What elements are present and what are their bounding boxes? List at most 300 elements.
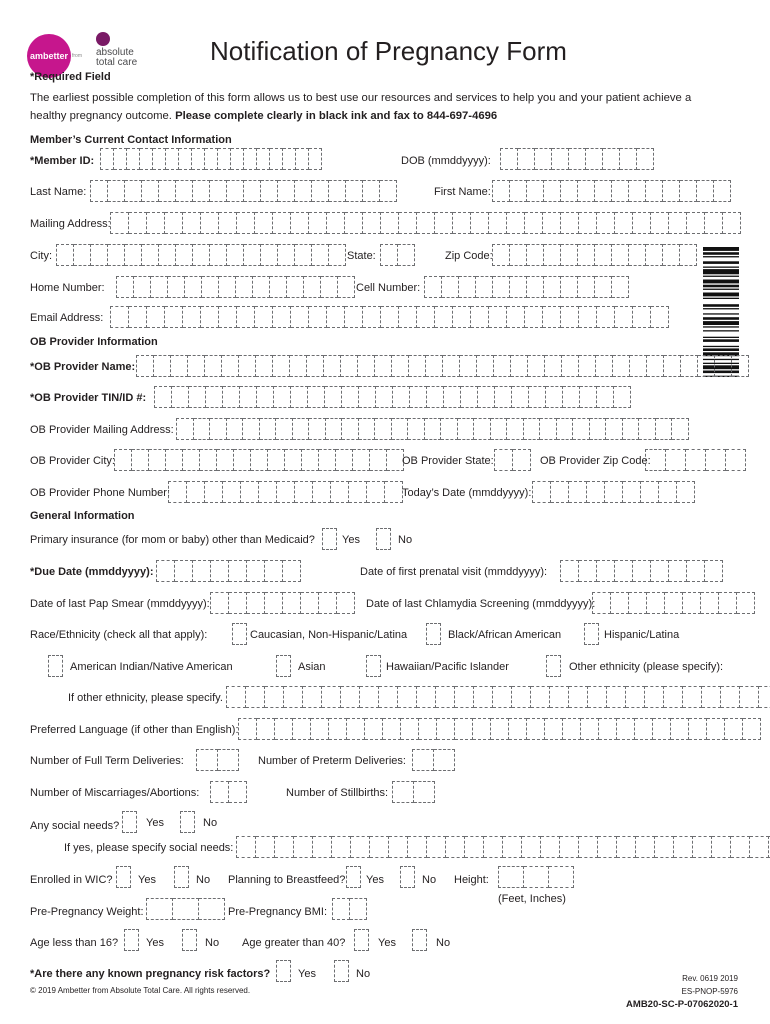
input-cell[interactable]: [509, 718, 527, 740]
input-cell[interactable]: [142, 244, 159, 266]
input-cell[interactable]: [612, 244, 629, 266]
input-cell[interactable]: [453, 306, 471, 328]
input-cell[interactable]: [165, 306, 183, 328]
input-cell[interactable]: [715, 355, 732, 377]
input-cell[interactable]: [309, 212, 327, 234]
input-cell[interactable]: [410, 386, 427, 408]
input-cell[interactable]: [606, 418, 623, 440]
input-cell[interactable]: [512, 686, 531, 708]
input-cell[interactable]: [381, 212, 399, 234]
input-cell[interactable]: [201, 306, 219, 328]
input-cell[interactable]: [199, 898, 225, 920]
input-cell[interactable]: [527, 718, 545, 740]
input-cell[interactable]: [651, 212, 669, 234]
input-cell[interactable]: [494, 449, 513, 471]
input-cell[interactable]: [489, 306, 507, 328]
chlamydia-field[interactable]: [592, 592, 755, 614]
input-cell[interactable]: [707, 718, 725, 740]
input-cell[interactable]: [500, 148, 518, 170]
input-cell[interactable]: [287, 276, 304, 298]
input-cell[interactable]: [573, 418, 590, 440]
input-cell[interactable]: [273, 306, 291, 328]
input-cell[interactable]: [569, 686, 588, 708]
input-cell[interactable]: [522, 836, 541, 858]
input-cell[interactable]: [408, 418, 425, 440]
input-cell[interactable]: [324, 355, 341, 377]
wic-no-checkbox[interactable]: [174, 866, 189, 888]
preterm-field[interactable]: [412, 749, 455, 771]
input-cell[interactable]: [275, 718, 293, 740]
input-cell[interactable]: [255, 306, 273, 328]
input-cell[interactable]: [498, 866, 524, 888]
input-cell[interactable]: [132, 449, 149, 471]
miscarriages-field[interactable]: [210, 781, 247, 803]
ob-provider-tin-field[interactable]: [154, 386, 631, 408]
input-cell[interactable]: [363, 306, 381, 328]
input-cell[interactable]: [527, 276, 544, 298]
input-cell[interactable]: [108, 244, 125, 266]
input-cell[interactable]: [100, 148, 114, 170]
input-cell[interactable]: [175, 560, 193, 582]
input-cell[interactable]: [471, 212, 489, 234]
input-cell[interactable]: [283, 148, 296, 170]
pap-smear-field[interactable]: [210, 592, 355, 614]
input-cell[interactable]: [664, 686, 683, 708]
input-cell[interactable]: [351, 836, 370, 858]
input-cell[interactable]: [615, 306, 633, 328]
input-cell[interactable]: [587, 481, 605, 503]
input-cell[interactable]: [740, 686, 759, 708]
input-cell[interactable]: [304, 276, 321, 298]
input-cell[interactable]: [441, 418, 458, 440]
input-cell[interactable]: [645, 449, 666, 471]
input-cell[interactable]: [108, 180, 125, 202]
input-cell[interactable]: [193, 180, 210, 202]
input-cell[interactable]: [614, 386, 631, 408]
input-cell[interactable]: [620, 148, 637, 170]
input-cell[interactable]: [193, 560, 211, 582]
input-cell[interactable]: [607, 686, 626, 708]
input-cell[interactable]: [437, 718, 455, 740]
input-cell[interactable]: [270, 148, 283, 170]
input-cell[interactable]: [511, 355, 528, 377]
input-cell[interactable]: [313, 481, 331, 503]
input-cell[interactable]: [701, 592, 719, 614]
input-cell[interactable]: [210, 592, 229, 614]
input-cell[interactable]: [90, 180, 108, 202]
input-cell[interactable]: [301, 592, 319, 614]
input-cell[interactable]: [349, 481, 367, 503]
input-cell[interactable]: [677, 481, 695, 503]
input-cell[interactable]: [223, 386, 240, 408]
input-cell[interactable]: [358, 355, 375, 377]
input-cell[interactable]: [578, 276, 595, 298]
input-cell[interactable]: [127, 148, 140, 170]
input-cell[interactable]: [313, 836, 332, 858]
input-cell[interactable]: [222, 355, 239, 377]
input-cell[interactable]: [417, 212, 435, 234]
input-cell[interactable]: [635, 718, 653, 740]
input-cell[interactable]: [579, 355, 596, 377]
input-cell[interactable]: [319, 449, 336, 471]
input-cell[interactable]: [147, 306, 165, 328]
first-name-field[interactable]: [492, 180, 731, 202]
input-cell[interactable]: [290, 355, 307, 377]
input-cell[interactable]: [398, 686, 417, 708]
input-cell[interactable]: [291, 386, 308, 408]
input-cell[interactable]: [172, 386, 189, 408]
state-field[interactable]: [380, 244, 415, 266]
input-cell[interactable]: [247, 592, 265, 614]
input-cell[interactable]: [129, 212, 147, 234]
input-cell[interactable]: [459, 276, 476, 298]
input-cell[interactable]: [183, 212, 201, 234]
input-cell[interactable]: [595, 244, 612, 266]
input-cell[interactable]: [598, 836, 617, 858]
zip-field[interactable]: [492, 244, 697, 266]
input-cell[interactable]: [188, 355, 205, 377]
input-cell[interactable]: [510, 244, 527, 266]
input-cell[interactable]: [527, 244, 544, 266]
input-cell[interactable]: [210, 180, 227, 202]
input-cell[interactable]: [363, 180, 380, 202]
input-cell[interactable]: [244, 148, 257, 170]
input-cell[interactable]: [683, 592, 701, 614]
input-cell[interactable]: [257, 718, 275, 740]
input-cell[interactable]: [359, 418, 376, 440]
input-cell[interactable]: [196, 749, 218, 771]
input-cell[interactable]: [656, 418, 673, 440]
age-greater-yes-checkbox[interactable]: [354, 929, 369, 951]
input-cell[interactable]: [732, 355, 749, 377]
input-cell[interactable]: [179, 148, 192, 170]
input-cell[interactable]: [611, 592, 629, 614]
input-cell[interactable]: [579, 560, 597, 582]
input-cell[interactable]: [491, 418, 508, 440]
input-cell[interactable]: [435, 212, 453, 234]
primary-insurance-yes-checkbox[interactable]: [322, 528, 337, 550]
input-cell[interactable]: [294, 836, 313, 858]
input-cell[interactable]: [165, 212, 183, 234]
input-cell[interactable]: [477, 355, 494, 377]
input-cell[interactable]: [557, 418, 574, 440]
input-cell[interactable]: [321, 276, 338, 298]
input-cell[interactable]: [544, 276, 561, 298]
input-cell[interactable]: [327, 212, 345, 234]
input-cell[interactable]: [563, 386, 580, 408]
input-cell[interactable]: [455, 686, 474, 708]
input-cell[interactable]: [659, 481, 677, 503]
input-cell[interactable]: [295, 481, 313, 503]
input-cell[interactable]: [579, 306, 597, 328]
height-field[interactable]: [498, 866, 574, 888]
input-cell[interactable]: [503, 836, 522, 858]
input-cell[interactable]: [597, 560, 615, 582]
input-cell[interactable]: [666, 449, 686, 471]
breastfeed-no-checkbox[interactable]: [400, 866, 415, 888]
input-cell[interactable]: [529, 386, 546, 408]
input-cell[interactable]: [552, 148, 569, 170]
input-cell[interactable]: [392, 781, 414, 803]
input-cell[interactable]: [229, 781, 247, 803]
input-cell[interactable]: [615, 560, 633, 582]
input-cell[interactable]: [309, 306, 327, 328]
input-cell[interactable]: [345, 212, 363, 234]
input-cell[interactable]: [465, 836, 484, 858]
input-cell[interactable]: [492, 244, 510, 266]
input-cell[interactable]: [200, 449, 217, 471]
input-cell[interactable]: [257, 148, 270, 170]
input-cell[interactable]: [244, 180, 261, 202]
input-cell[interactable]: [561, 244, 578, 266]
input-cell[interactable]: [693, 836, 712, 858]
input-cell[interactable]: [669, 560, 687, 582]
input-cell[interactable]: [253, 276, 270, 298]
input-cell[interactable]: [110, 212, 129, 234]
input-cell[interactable]: [307, 355, 324, 377]
input-cell[interactable]: [156, 560, 175, 582]
input-cell[interactable]: [238, 718, 257, 740]
input-cell[interactable]: [653, 718, 671, 740]
input-cell[interactable]: [543, 212, 561, 234]
input-cell[interactable]: [683, 686, 702, 708]
input-cell[interactable]: [427, 836, 446, 858]
social-needs-yes-checkbox[interactable]: [122, 811, 137, 833]
city-field[interactable]: [56, 244, 346, 266]
input-cell[interactable]: [332, 836, 351, 858]
input-cell[interactable]: [669, 212, 687, 234]
input-cell[interactable]: [219, 276, 236, 298]
input-cell[interactable]: [399, 306, 417, 328]
input-cell[interactable]: [147, 212, 165, 234]
input-cell[interactable]: [434, 749, 455, 771]
input-cell[interactable]: [159, 244, 176, 266]
input-cell[interactable]: [590, 418, 607, 440]
input-cell[interactable]: [460, 355, 477, 377]
input-cell[interactable]: [211, 560, 229, 582]
ob-phone-field[interactable]: [168, 481, 403, 503]
input-cell[interactable]: [278, 244, 295, 266]
input-cell[interactable]: [244, 244, 261, 266]
cell-number-field[interactable]: [424, 276, 629, 298]
input-cell[interactable]: [255, 212, 273, 234]
breastfeed-yes-checkbox[interactable]: [346, 866, 361, 888]
input-cell[interactable]: [595, 180, 612, 202]
input-cell[interactable]: [725, 718, 743, 740]
input-cell[interactable]: [393, 386, 410, 408]
input-cell[interactable]: [495, 386, 512, 408]
input-cell[interactable]: [544, 244, 561, 266]
input-cell[interactable]: [562, 355, 579, 377]
input-cell[interactable]: [663, 244, 680, 266]
input-cell[interactable]: [240, 386, 257, 408]
input-cell[interactable]: [512, 386, 529, 408]
input-cell[interactable]: [277, 481, 295, 503]
input-cell[interactable]: [721, 686, 740, 708]
caucasian-checkbox[interactable]: [232, 623, 247, 645]
pre-pregnancy-weight-field[interactable]: [146, 898, 225, 920]
input-cell[interactable]: [273, 355, 290, 377]
input-cell[interactable]: [672, 418, 689, 440]
input-cell[interactable]: [560, 836, 579, 858]
input-cell[interactable]: [458, 418, 475, 440]
input-cell[interactable]: [484, 836, 503, 858]
input-cell[interactable]: [247, 560, 265, 582]
input-cell[interactable]: [630, 355, 647, 377]
input-cell[interactable]: [166, 148, 179, 170]
input-cell[interactable]: [489, 212, 507, 234]
input-cell[interactable]: [380, 180, 397, 202]
input-cell[interactable]: [129, 306, 147, 328]
input-cell[interactable]: [689, 718, 707, 740]
input-cell[interactable]: [737, 592, 755, 614]
input-cell[interactable]: [183, 306, 201, 328]
input-cell[interactable]: [375, 355, 392, 377]
input-cell[interactable]: [273, 212, 291, 234]
primary-insurance-no-checkbox[interactable]: [376, 528, 391, 550]
input-cell[interactable]: [455, 718, 473, 740]
input-cell[interactable]: [549, 866, 574, 888]
input-cell[interactable]: [633, 212, 651, 234]
input-cell[interactable]: [261, 180, 278, 202]
input-cell[interactable]: [202, 276, 219, 298]
input-cell[interactable]: [645, 686, 664, 708]
input-cell[interactable]: [532, 481, 551, 503]
input-cell[interactable]: [476, 276, 493, 298]
input-cell[interactable]: [731, 836, 750, 858]
input-cell[interactable]: [176, 418, 194, 440]
input-cell[interactable]: [140, 148, 153, 170]
input-cell[interactable]: [265, 592, 283, 614]
input-cell[interactable]: [259, 481, 277, 503]
input-cell[interactable]: [270, 276, 287, 298]
input-cell[interactable]: [473, 718, 491, 740]
ob-state-field[interactable]: [494, 449, 531, 471]
input-cell[interactable]: [541, 836, 560, 858]
input-cell[interactable]: [664, 355, 681, 377]
input-cell[interactable]: [116, 276, 134, 298]
input-cell[interactable]: [563, 718, 581, 740]
input-cell[interactable]: [227, 418, 244, 440]
input-cell[interactable]: [206, 386, 223, 408]
input-cell[interactable]: [265, 560, 283, 582]
input-cell[interactable]: [136, 355, 154, 377]
input-cell[interactable]: [617, 718, 635, 740]
input-cell[interactable]: [260, 418, 277, 440]
input-cell[interactable]: [561, 276, 578, 298]
input-cell[interactable]: [375, 418, 392, 440]
input-cell[interactable]: [274, 386, 291, 408]
input-cell[interactable]: [110, 306, 129, 328]
input-cell[interactable]: [474, 686, 493, 708]
input-cell[interactable]: [383, 718, 401, 740]
pre-pregnancy-bmi-field[interactable]: [332, 898, 367, 920]
input-cell[interactable]: [561, 180, 578, 202]
input-cell[interactable]: [329, 180, 346, 202]
input-cell[interactable]: [265, 686, 284, 708]
input-cell[interactable]: [381, 306, 399, 328]
input-cell[interactable]: [665, 592, 683, 614]
input-cell[interactable]: [714, 180, 731, 202]
input-cell[interactable]: [291, 212, 309, 234]
input-cell[interactable]: [275, 836, 294, 858]
input-cell[interactable]: [308, 386, 325, 408]
input-cell[interactable]: [726, 449, 746, 471]
input-cell[interactable]: [592, 592, 611, 614]
input-cell[interactable]: [309, 418, 326, 440]
input-cell[interactable]: [296, 148, 309, 170]
hawaiian-checkbox[interactable]: [366, 655, 381, 677]
input-cell[interactable]: [392, 355, 409, 377]
input-cell[interactable]: [647, 592, 665, 614]
input-cell[interactable]: [525, 306, 543, 328]
input-cell[interactable]: [168, 481, 187, 503]
input-cell[interactable]: [581, 718, 599, 740]
input-cell[interactable]: [612, 180, 629, 202]
input-cell[interactable]: [507, 306, 525, 328]
input-cell[interactable]: [293, 418, 310, 440]
black-checkbox[interactable]: [426, 623, 441, 645]
input-cell[interactable]: [189, 386, 206, 408]
input-cell[interactable]: [201, 212, 219, 234]
input-cell[interactable]: [743, 718, 761, 740]
input-cell[interactable]: [223, 481, 241, 503]
input-cell[interactable]: [637, 148, 654, 170]
input-cell[interactable]: [545, 355, 562, 377]
input-cell[interactable]: [702, 686, 721, 708]
input-cell[interactable]: [698, 355, 715, 377]
input-cell[interactable]: [276, 418, 293, 440]
input-cell[interactable]: [365, 718, 383, 740]
input-cell[interactable]: [461, 386, 478, 408]
age-less-no-checkbox[interactable]: [182, 929, 197, 951]
input-cell[interactable]: [322, 686, 341, 708]
input-cell[interactable]: [291, 306, 309, 328]
input-cell[interactable]: [210, 418, 227, 440]
input-cell[interactable]: [337, 592, 355, 614]
input-cell[interactable]: [151, 276, 168, 298]
input-cell[interactable]: [283, 592, 301, 614]
input-cell[interactable]: [134, 276, 151, 298]
input-cell[interactable]: [114, 449, 132, 471]
input-cell[interactable]: [154, 386, 172, 408]
input-cell[interactable]: [331, 481, 349, 503]
input-cell[interactable]: [535, 148, 552, 170]
input-cell[interactable]: [597, 386, 614, 408]
input-cell[interactable]: [612, 276, 629, 298]
input-cell[interactable]: [641, 481, 659, 503]
input-cell[interactable]: [205, 355, 222, 377]
input-cell[interactable]: [646, 180, 663, 202]
input-cell[interactable]: [243, 418, 260, 440]
input-cell[interactable]: [256, 355, 273, 377]
input-cell[interactable]: [651, 560, 669, 582]
input-cell[interactable]: [671, 718, 689, 740]
input-cell[interactable]: [229, 592, 247, 614]
input-cell[interactable]: [419, 718, 437, 740]
full-term-field[interactable]: [196, 749, 239, 771]
input-cell[interactable]: [629, 592, 647, 614]
input-cell[interactable]: [257, 386, 274, 408]
input-cell[interactable]: [603, 148, 620, 170]
input-cell[interactable]: [370, 836, 389, 858]
input-cell[interactable]: [56, 244, 74, 266]
input-cell[interactable]: [492, 180, 510, 202]
input-cell[interactable]: [345, 306, 363, 328]
input-cell[interactable]: [210, 781, 229, 803]
input-cell[interactable]: [453, 212, 471, 234]
input-cell[interactable]: [636, 836, 655, 858]
